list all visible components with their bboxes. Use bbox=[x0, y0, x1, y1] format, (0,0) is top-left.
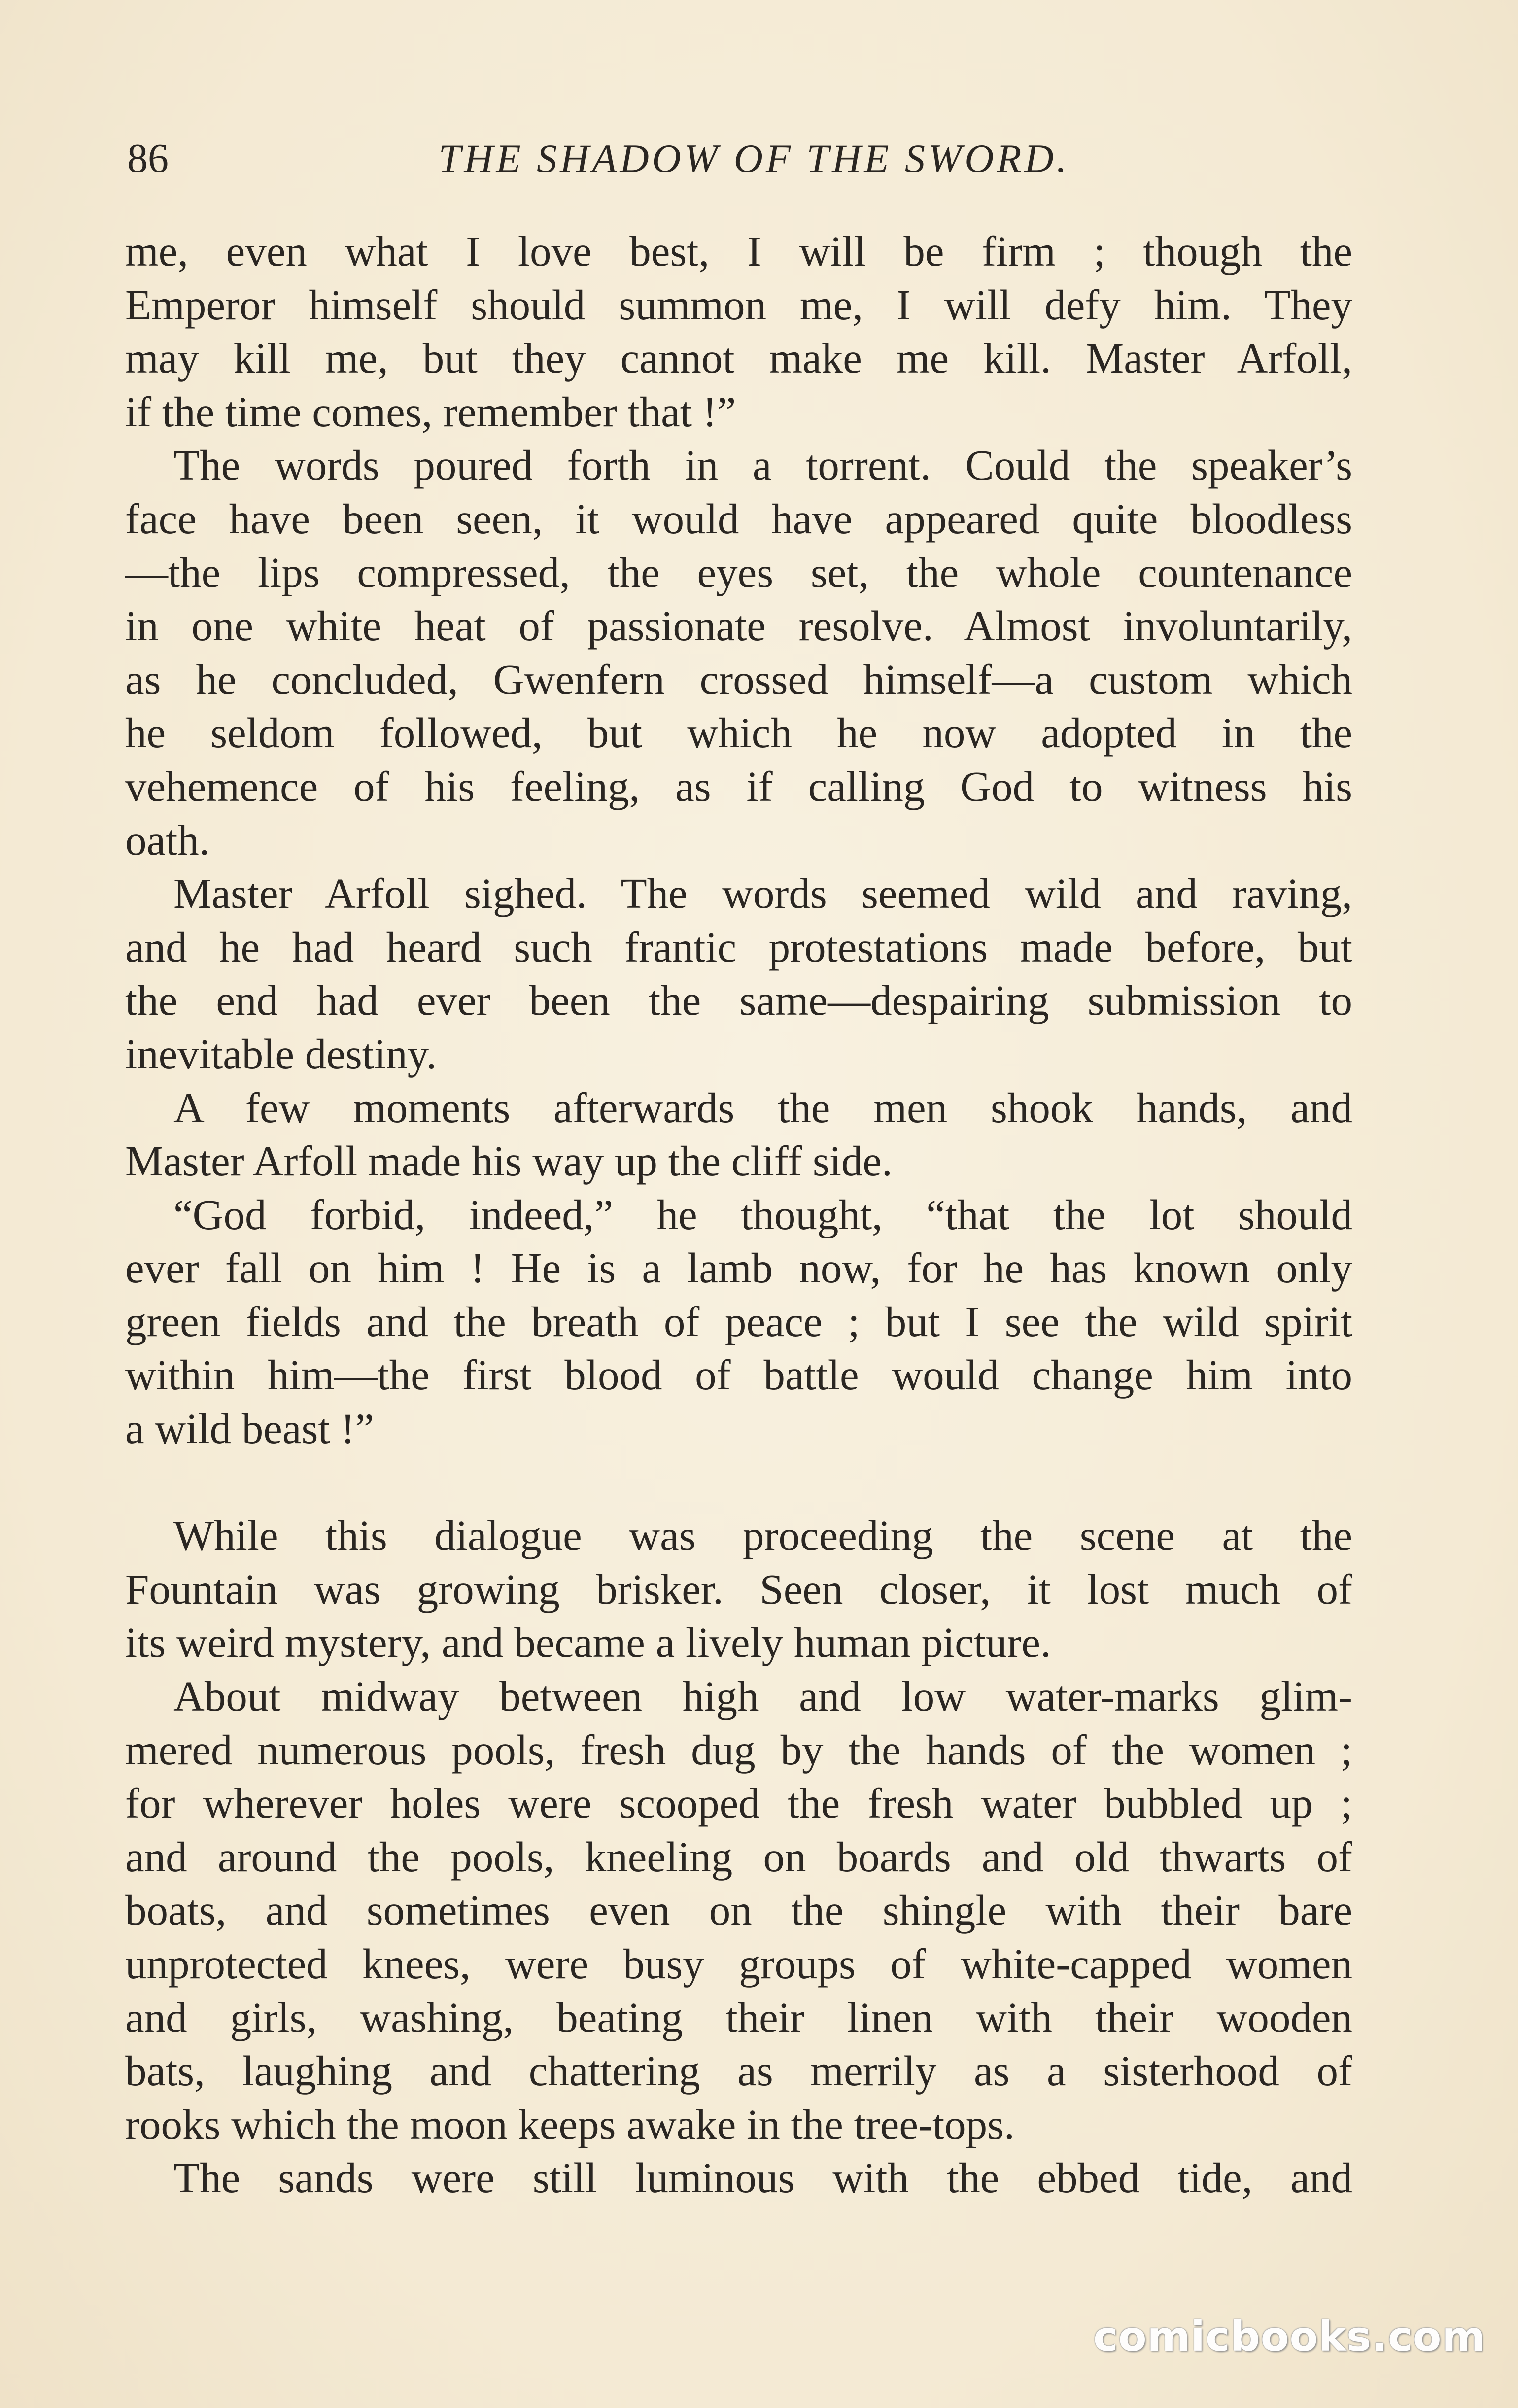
text-line: me, even what I love best, I will be firm ; though the bbox=[125, 227, 1352, 275]
text-line: While this dialogue was proceeding the scene at the bbox=[173, 1512, 1352, 1560]
watermark: comicbooks.com bbox=[1093, 2312, 1485, 2361]
text-line: The sands were still luminous with the ebbed tide, and bbox=[173, 2154, 1352, 2202]
paragraph bbox=[125, 1188, 1352, 1456]
text-line: Master Arfoll sighed. The words seemed wild and raving, bbox=[173, 869, 1352, 918]
text-line: if the time comes, remember that !” bbox=[125, 387, 736, 436]
running-title: THE SHADOW OF THE SWORD. bbox=[438, 136, 1070, 181]
text-line: a wild beast !” bbox=[125, 1405, 374, 1453]
text-line: “God forbid, indeed,” he thought, “that the lot should bbox=[173, 1190, 1352, 1238]
paragraph bbox=[125, 225, 1352, 439]
text-line: face have been seen, it would have appeared quite bloodless bbox=[125, 494, 1352, 543]
text-line: the end had ever been the same—despairing submission to bbox=[125, 976, 1352, 1025]
text-line: Emperor himself should summon me, I will defy him. They bbox=[125, 280, 1352, 329]
text-line: Fountain was growing brisker. Seen closer, it lost much of bbox=[125, 1565, 1352, 1613]
text-line: mered numerous pools, fresh dug by the hands of the women ; bbox=[125, 1725, 1352, 1774]
text-line: for wherever holes were scooped the fresh water bubbled up ; bbox=[125, 1779, 1352, 1827]
text-line: in one white heat of passionate resolve. Almost involuntarily, bbox=[125, 602, 1352, 650]
paragraph bbox=[125, 1670, 1352, 2151]
text-line: —the lips compressed, the eyes set, the whole countenance bbox=[125, 548, 1352, 596]
text-line: oath. bbox=[125, 816, 210, 864]
text-line: its weird mystery, and became a lively human picture. bbox=[125, 1618, 1051, 1667]
page-number: 86 bbox=[127, 136, 169, 181]
paragraph bbox=[125, 1081, 1352, 1188]
paragraph bbox=[125, 1509, 1352, 1670]
page-body-text bbox=[125, 225, 1352, 2205]
text-line: and girls, washing, beating their linen with their wooden bbox=[125, 1993, 1352, 2041]
text-line: The words poured forth in a torrent. Could the speaker’s bbox=[173, 441, 1352, 489]
text-line: and he had heard such frantic protestations made before, but bbox=[125, 923, 1352, 971]
text-line: as he concluded, Gwenfern crossed himself—a custom which bbox=[125, 655, 1352, 703]
text-line: ever fall on him ! He is a lamb now, for he has known only bbox=[125, 1244, 1352, 1292]
text-line: green fields and the breath of peace ; but I see the wild spirit bbox=[125, 1297, 1352, 1345]
text-line: bats, laughing and chattering as merrily as a sisterhood of bbox=[125, 2047, 1352, 2095]
text-line: and around the pools, kneeling on boards and old thwarts of bbox=[125, 1832, 1352, 1881]
text-line: may kill me, but they cannot make me kill. Master Arfoll, bbox=[125, 334, 1352, 382]
text-line: About midway between high and low water-marks glim- bbox=[173, 1672, 1352, 1720]
page-header bbox=[127, 129, 1351, 188]
text-line: unprotected knees, were busy groups of white-capped women bbox=[125, 1940, 1352, 1988]
text-line: rooks which the moon keeps awake in the tree-tops. bbox=[125, 2100, 1015, 2148]
text-line: inevitable destiny. bbox=[125, 1030, 437, 1078]
paragraph bbox=[125, 2151, 1352, 2205]
text-line: he seldom followed, but which he now adopted in the bbox=[125, 709, 1352, 757]
paragraph bbox=[125, 439, 1352, 867]
text-line: boats, and sometimes even on the shingle with their bare bbox=[125, 1886, 1352, 1934]
section-break bbox=[125, 1456, 1352, 1510]
text-line: Master Arfoll made his way up the cliff side. bbox=[125, 1137, 893, 1185]
text-line: A few moments afterwards the men shook hands, and bbox=[173, 1083, 1352, 1132]
text-line: vehemence of his feeling, as if calling God to witness his bbox=[125, 762, 1352, 810]
paragraph bbox=[125, 867, 1352, 1081]
text-line: within him—the first blood of battle would change him into bbox=[125, 1351, 1352, 1399]
